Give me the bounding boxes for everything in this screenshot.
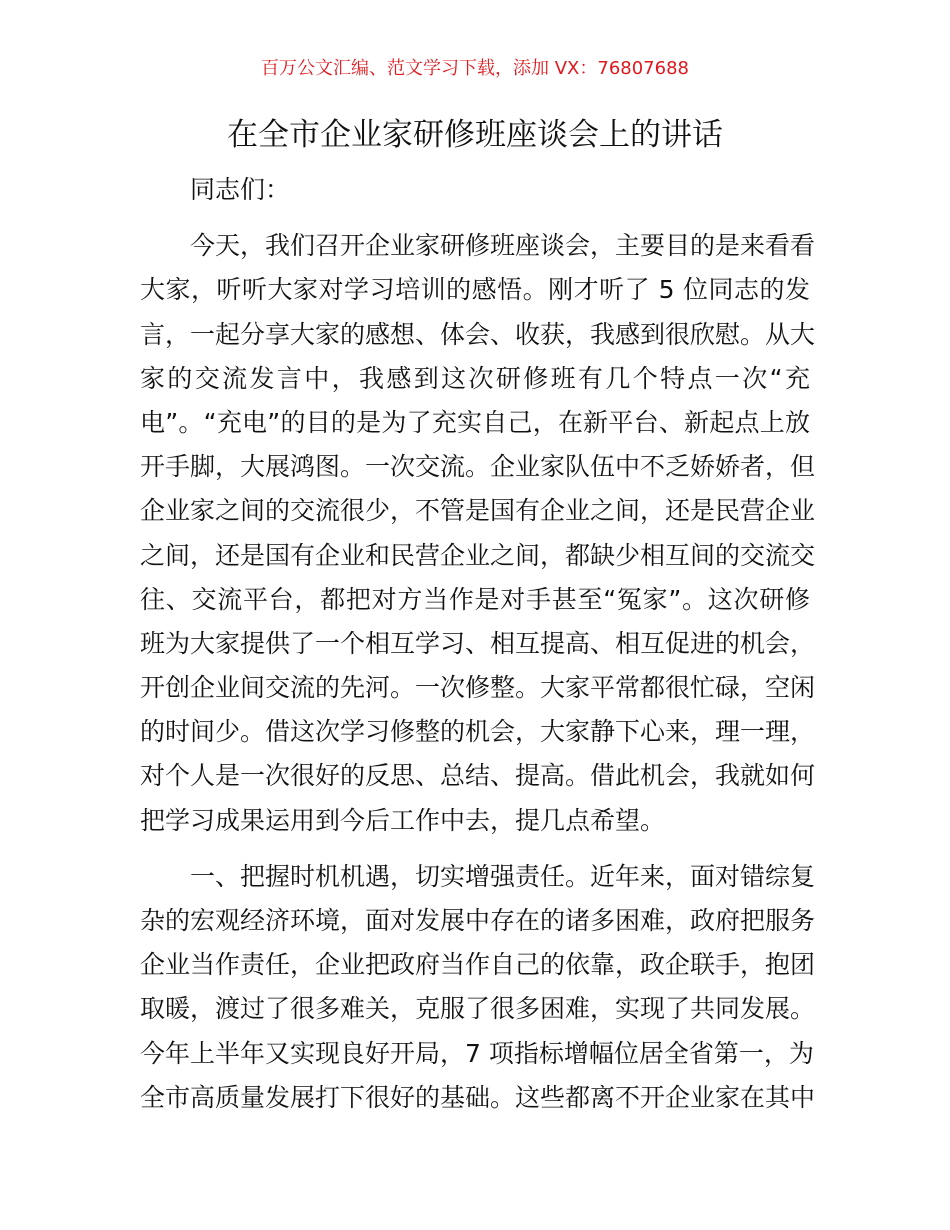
- paragraph-line: 企业当作责任，企业把政府当作自己的依靠，政企联手，抱团: [140, 950, 816, 980]
- paragraph-line: 言，一起分享大家的感想、体会、收获，我感到很欣慰。从大: [140, 319, 816, 349]
- paragraph-line: 的时间少。借这次学习修整的机会，大家静下心来，理一理，: [140, 717, 816, 747]
- paragraph-2: [140, 855, 816, 1120]
- paragraph-line: 开手脚，大展鸿图。一次交流。企业家队伍中不乏娇娇者，但: [140, 452, 816, 482]
- paragraph-line: 班为大家提供了一个相互学习、相互提高、相互促进的机会，: [140, 628, 816, 658]
- paragraph-1: [140, 224, 816, 843]
- document-body: [140, 168, 816, 1120]
- paragraph-line: 家的交流发言中，我感到这次研修班有几个特点一次“充: [140, 363, 810, 393]
- paragraph-line: 往、交流平台，都把对方当作是对手甚至“冤家”。这次研修: [140, 584, 810, 614]
- paragraph-line: 取暖，渡过了很多难关，克服了很多困难，实现了共同发展。: [140, 994, 816, 1024]
- paragraph-line: 电”。“充电”的目的是为了充实自己，在新平台、新起点上放: [140, 407, 810, 437]
- paragraph-line: 对个人是一次很好的反思、总结、提高。借此机会，我就如何: [140, 761, 816, 791]
- paragraph-line: 之间，还是国有企业和民营企业之间，都缺少相互间的交流交: [140, 540, 816, 570]
- paragraph-line: 把学习成果运用到今后工作中去，提几点希望。: [140, 805, 666, 835]
- salutation: 同志们：: [190, 175, 291, 204]
- paragraph-line: 开创企业间交流的先河。一次修整。大家平常都很忙碌，空闲: [140, 673, 816, 703]
- paragraph-line: 杂的宏观经济环境，面对发展中存在的诸多困难，政府把服务: [140, 906, 816, 935]
- paragraph-line: 全市高质量发展打下很好的基础。这些都离不开企业家在其中: [140, 1082, 816, 1112]
- paragraph-line: 一、把握时机机遇，切实增强责任。近年来，面对错综复: [190, 861, 816, 891]
- watermark-header: 百万公文汇编、范文学习下载，添加 VX：76807688: [261, 58, 689, 79]
- paragraph-line: 大家，听听大家对学习培训的感悟。刚才听了 5 位同志的发: [140, 275, 810, 305]
- paragraph-line: 企业家之间的交流很少，不管是国有企业之间，还是民营企业: [140, 496, 816, 526]
- paragraph-line: 今年上半年又实现良好开局，7 项指标增幅位居全省第一，为: [140, 1038, 814, 1068]
- paragraph-line: 今天，我们召开企业家研修班座谈会，主要目的是来看看: [190, 231, 816, 261]
- document-title: 在全市企业家研修班座谈会上的讲话: [227, 117, 723, 153]
